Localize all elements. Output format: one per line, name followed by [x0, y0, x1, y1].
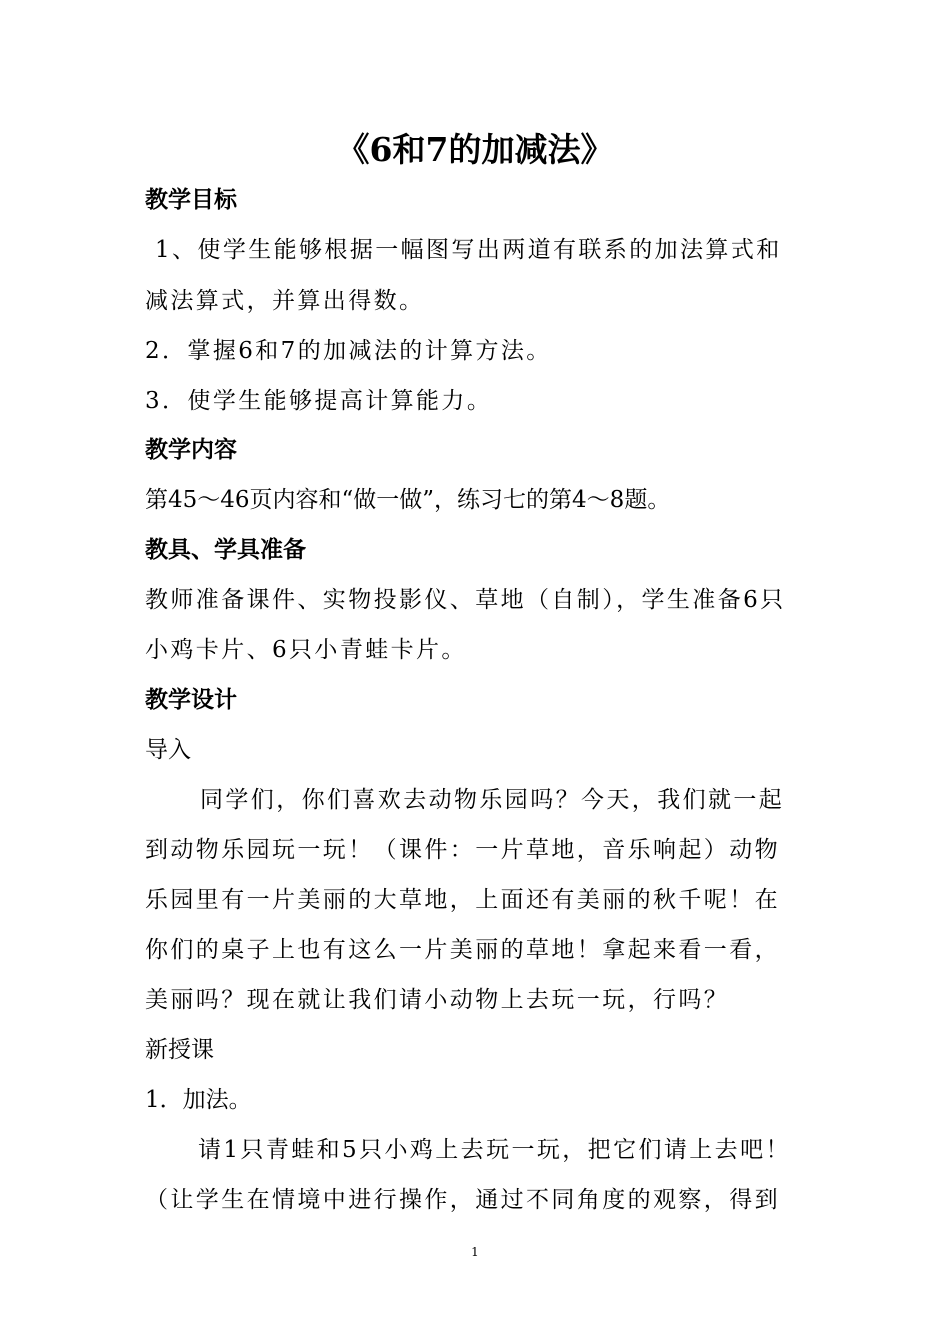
new-lesson-label: 新授课: [145, 1037, 214, 1063]
objective-item-2: 2．掌握6和7的加减法的计算方法。: [145, 338, 552, 364]
objective-item-3: 3．使学生能够提高计算能力。: [145, 388, 493, 414]
intro-label: 导入: [145, 737, 191, 763]
objective-item-1-line-1: 1、使学生能够根据一幅图写出两道有联系的加法算式和: [155, 237, 782, 263]
intro-paragraph-line-1: 同学们，你们喜欢去动物乐园吗？今天，我们就一起: [200, 787, 785, 813]
intro-paragraph-line-3: 乐园里有一片美丽的大草地，上面还有美丽的秋千呢！在: [145, 887, 780, 913]
content-text: 第45～46页内容和“做一做”，练习七的第4～8题。: [145, 487, 671, 513]
section-heading-design: 教学设计: [145, 686, 237, 713]
addition-paragraph-line-2: （让学生在情境中进行操作，通过不同角度的观察，得到: [145, 1187, 780, 1213]
intro-paragraph-line-2: 到动物乐园玩一玩！（课件：一片草地，音乐响起）动物: [145, 837, 780, 863]
section-heading-materials: 教具、学具准备: [145, 536, 306, 563]
addition-paragraph-line-1: 请1只青蛙和5只小鸡上去玩一玩，把它们请上去吧！: [198, 1137, 791, 1163]
page-number: 1: [471, 1245, 479, 1259]
intro-paragraph-line-4: 你们的桌子上也有这么一片美丽的草地！拿起来看一看，: [145, 937, 780, 963]
materials-line-1: 教师准备课件、实物投影仪、草地（自制），学生准备6只: [145, 587, 786, 613]
materials-line-2: 小鸡卡片、6只小青蛙卡片。: [145, 637, 467, 663]
objective-item-1-line-2: 减法算式，并算出得数。: [145, 288, 425, 314]
addition-label: 1．加法。: [145, 1087, 252, 1113]
section-heading-content: 教学内容: [145, 436, 237, 463]
section-heading-objectives: 教学目标: [145, 186, 237, 213]
intro-paragraph-line-5: 美丽吗？现在就让我们请小动物上去玩一玩，行吗？: [145, 987, 730, 1013]
document-title: 《6和7的加减法》: [336, 130, 614, 169]
